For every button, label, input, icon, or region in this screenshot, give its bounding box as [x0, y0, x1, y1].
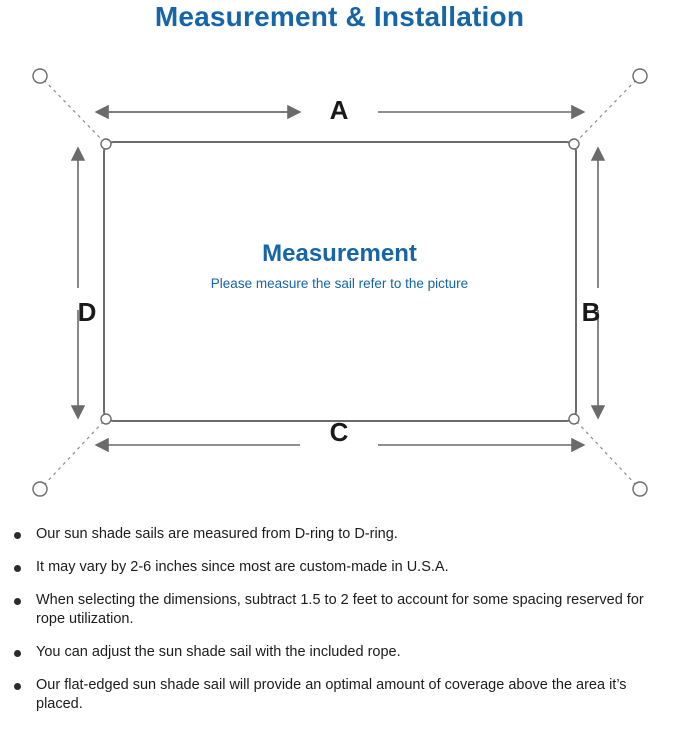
list-item: [0, 525, 679, 544]
bullet-icon: [14, 683, 21, 690]
bullet-icon: [14, 532, 21, 539]
diagram-center-title: Measurement: [262, 240, 417, 267]
bullet-icon: [14, 565, 21, 572]
note-text: Our flat-edged sun shade sail will provide an optimal amount of coverage above the area it’s placed.: [36, 677, 627, 712]
notes-list: [0, 525, 679, 728]
note-text: When selecting the dimensions, subtract 1.5 to 2 feet to account for some spacing reserved for rope utilization.: [36, 592, 644, 627]
note-text: Our sun shade sails are measured from D-ring to D-ring.: [36, 526, 398, 542]
list-item: [0, 558, 679, 577]
dimension-label-a: A: [329, 95, 349, 125]
note-text: It may vary by 2-6 inches since most are custom-made in U.S.A.: [36, 559, 449, 575]
bullet-icon: [14, 598, 21, 605]
note-text: You can adjust the sun shade sail with the included rope.: [36, 644, 401, 660]
list-item: [0, 643, 679, 662]
dimension-label-d: D: [77, 297, 97, 327]
list-item: [0, 676, 679, 714]
sail-measurement-diagram: [0, 48, 679, 518]
diagram-center-subtitle: Please measure the sail refer to the picture: [210, 276, 469, 291]
page-title: Measurement & Installation: [154, 1, 525, 32]
list-item: [0, 591, 679, 629]
bullet-icon: [14, 650, 21, 657]
dimension-label-c: C: [329, 417, 349, 447]
dimension-label-b: B: [581, 297, 601, 327]
